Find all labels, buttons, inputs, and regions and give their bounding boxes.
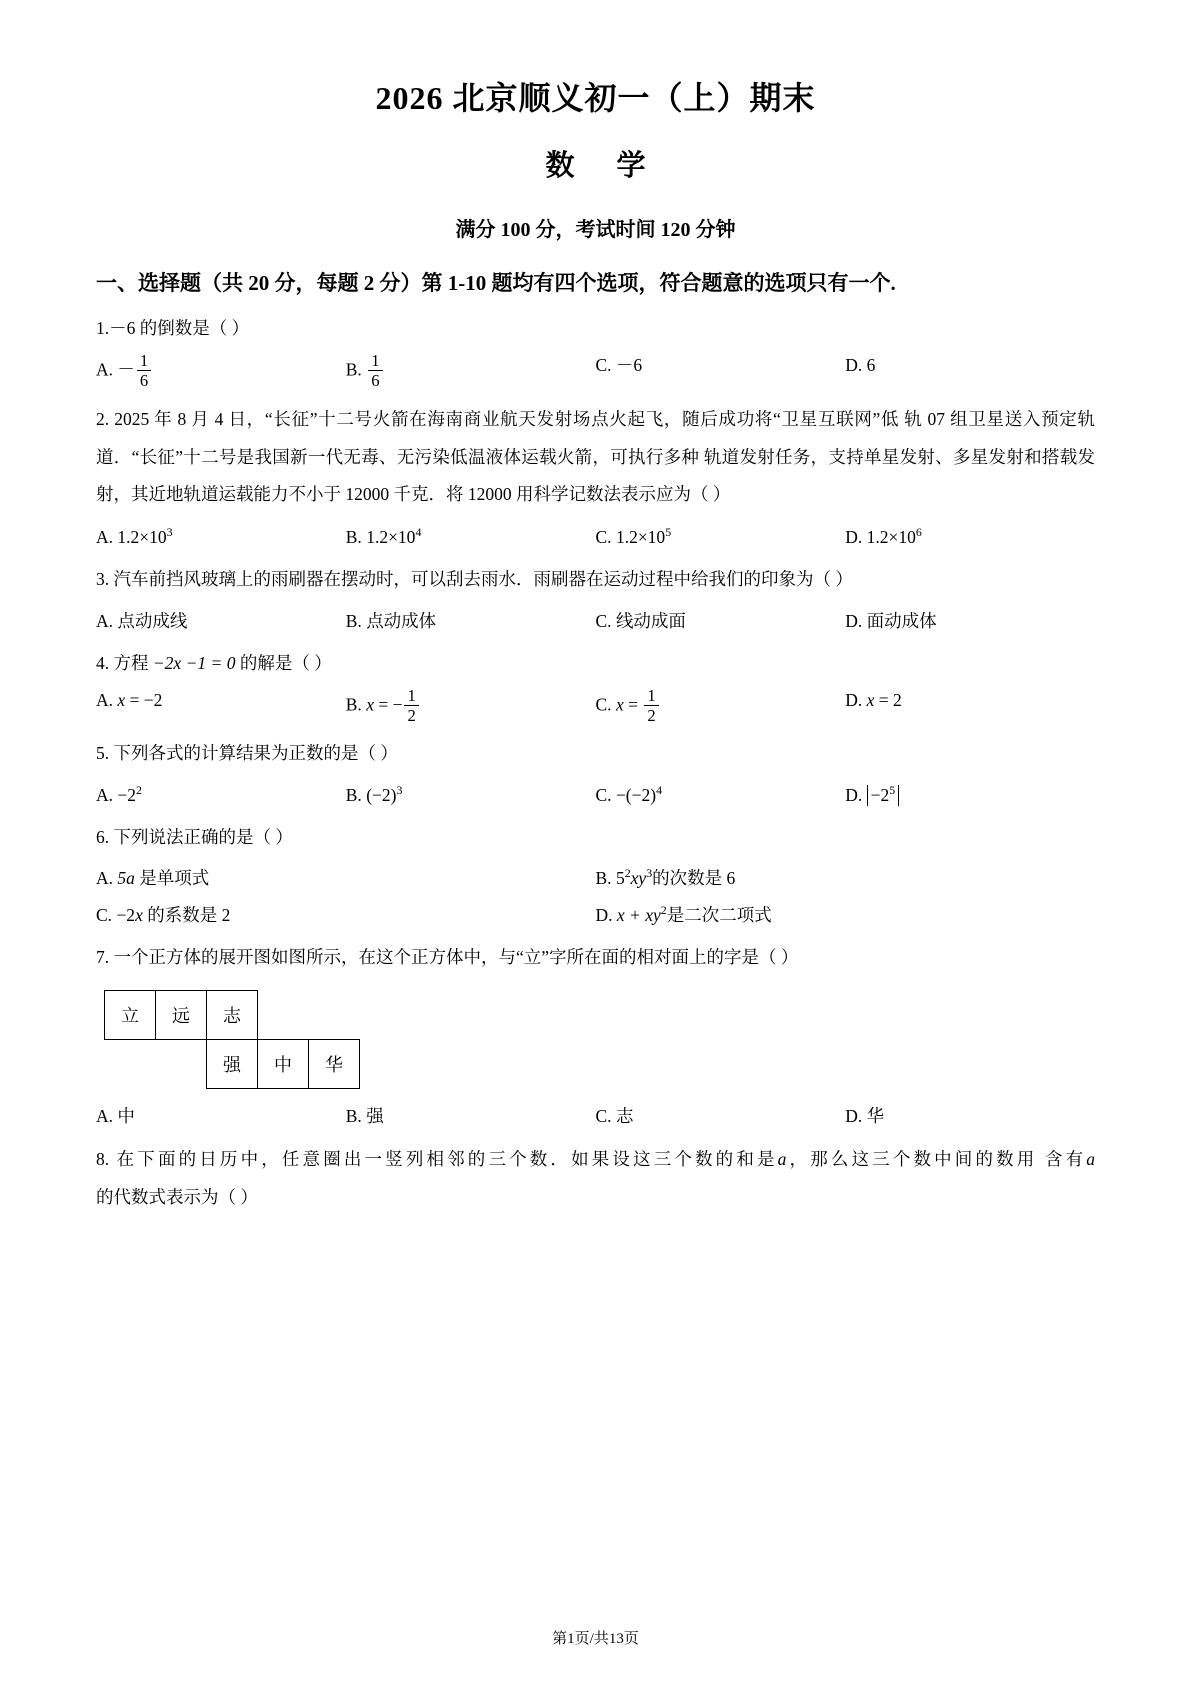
option-7-d[interactable]	[845, 1102, 1095, 1130]
subject-char-right: 学	[616, 149, 646, 182]
option-label: D.	[845, 784, 863, 805]
page-title: 2026 北京顺义初一（上）期末	[375, 80, 816, 116]
option-label: C.	[96, 905, 113, 926]
option-value: 6	[866, 354, 876, 375]
option-5-c[interactable]	[596, 781, 846, 809]
question-4-prefix: 4. 方程	[96, 652, 149, 673]
option-1-c[interactable]	[596, 351, 846, 390]
question-8-line-1-post: ，那么这三个数中间的数用	[786, 1149, 1038, 1170]
question-2-stem	[96, 390, 1095, 514]
net-cell-empty-bottom-2	[156, 1040, 207, 1089]
option-5-d[interactable]	[845, 781, 1095, 809]
option-value: $1.2\times 10^4$	[366, 524, 422, 547]
option-4-c[interactable]: C. x = $\frac{1}{2}$	[596, 686, 846, 725]
option-value: x	[117, 689, 126, 710]
question-8-stem	[96, 1130, 1095, 1216]
option-value: 线动成面	[615, 610, 686, 631]
option-3-d[interactable]	[845, 607, 1095, 635]
option-value: 5a 是单项式	[117, 868, 210, 889]
option-label: C.	[595, 354, 612, 375]
net-cell-yuan: 远	[156, 991, 207, 1040]
question-2-options	[96, 514, 1095, 551]
option-value: 志	[615, 1106, 634, 1127]
option-label: B.	[345, 1106, 362, 1127]
option-value: 强	[366, 1106, 384, 1127]
option-3-c[interactable]	[596, 607, 846, 635]
option-value: $\frac{1}{6}$	[366, 359, 384, 379]
option-label: B.	[345, 610, 362, 631]
option-label: A.	[96, 784, 114, 805]
question-1-options	[96, 347, 1095, 390]
net-cell-hua: 华	[309, 1040, 360, 1089]
option-value: $1.2\times 10^3$	[117, 524, 173, 547]
question-8-var-1: a	[777, 1149, 787, 1170]
question-4-suffix: 的解是（ ）	[239, 652, 332, 673]
option-value: −2x 的系数是 2	[116, 905, 231, 926]
question-8-line-1-pre: 8. 在下面的日历中，任意圈出一竖列相邻的三个数．如果设这三个数的和是	[96, 1149, 778, 1170]
question-1-stem: 1.－6 的倒数是（ ）	[96, 317, 250, 338]
question-8-line-2-pre: 含有	[1044, 1149, 1087, 1170]
option-5-b[interactable]	[346, 781, 596, 809]
option-4-b[interactable]: B. x = − $\frac{1}{2}$	[346, 686, 596, 725]
option-3-a[interactable]	[96, 607, 346, 635]
option-label: C.	[595, 610, 612, 631]
option-value: $x + xy^2$是二次二项式	[616, 903, 772, 926]
option-value: $5^2xy^3$的次数是 6	[615, 866, 736, 889]
option-value: $(-2)^3$	[366, 782, 403, 805]
option-label: D.	[845, 354, 863, 375]
option-value: 华	[866, 1106, 885, 1127]
option-value: 中	[117, 1106, 135, 1127]
option-label: A.	[96, 1106, 114, 1127]
option-label: B.	[345, 526, 362, 547]
option-label: B.	[345, 358, 362, 379]
option-6-a[interactable]	[96, 864, 596, 892]
option-label: A.	[96, 689, 114, 710]
page-footer: 第1页/共13页	[552, 1631, 639, 1647]
section-heading: 一、选择题（共 20 分，每题 2 分）第 1-10 题均有四个选项，符合题意的选项只有一个.	[96, 271, 896, 296]
option-2-b[interactable]	[346, 523, 596, 551]
option-label: C.	[595, 1106, 612, 1127]
question-4-options	[96, 682, 1095, 725]
cube-net-row-2	[105, 1040, 360, 1089]
option-label: D.	[845, 526, 863, 547]
option-value: x	[366, 693, 374, 714]
option-value: $-(-2)^4$	[615, 782, 663, 805]
option-label: D.	[845, 689, 863, 710]
question-5-stem: 5. 下列各式的计算结果为正数的是（ ）	[96, 742, 398, 763]
question-3-stem: 3. 汽车前挡风玻璃上的雨刷器在摆动时，可以刮去雨水．雨刷器在运动过程中给我们的印象为（ ）	[96, 568, 853, 589]
question-6-options-row-2	[96, 892, 1095, 929]
option-2-d[interactable]	[845, 523, 1095, 551]
option-6-d[interactable]	[596, 901, 1096, 929]
option-label: B.	[595, 868, 612, 889]
option-3-b[interactable]	[346, 607, 596, 635]
option-label: B.	[345, 693, 362, 714]
option-label: A.	[96, 610, 114, 631]
option-7-b[interactable]	[346, 1102, 596, 1130]
option-7-c[interactable]	[596, 1102, 846, 1130]
question-8-line-2-post: 的代数式表示为（ ）	[96, 1186, 258, 1207]
option-value: x	[615, 693, 624, 714]
question-5-options	[96, 772, 1095, 809]
net-cell-zhi: 志	[207, 991, 258, 1040]
option-value: $1.2\times 10^6$	[866, 524, 922, 547]
cube-net-table	[104, 990, 360, 1089]
option-label: A.	[96, 868, 114, 889]
question-2-line-4: 用科学记数法表示应为（ ）	[516, 484, 731, 505]
option-label: C.	[595, 784, 612, 805]
option-label: C.	[595, 693, 612, 714]
option-6-c[interactable]	[96, 901, 596, 929]
option-value: 点动成线	[117, 610, 188, 631]
option-label: D.	[845, 1106, 863, 1127]
option-4-d[interactable]: D. x = 2	[845, 689, 902, 710]
question-2-line-2: 轨 07 组卫星送入预定轨道．“长征”十二号是我国新一代无毒、无污染低温液体运载火箭，可执行多种	[96, 408, 1096, 467]
cube-net-figure	[96, 976, 1095, 1093]
question-6-stem: 6. 下列说法正确的是（ ）	[96, 826, 293, 847]
net-cell-empty-top	[258, 991, 309, 1040]
option-value: － $\frac{1}{6}$	[117, 359, 153, 379]
option-label: C.	[595, 526, 612, 547]
subject-title	[96, 120, 1095, 186]
cube-net-row-1	[105, 991, 360, 1040]
option-value: $-2^5$	[867, 785, 900, 805]
net-cell-zhong: 中	[258, 1040, 309, 1089]
option-label: A.	[96, 526, 114, 547]
option-1-b[interactable]	[346, 351, 596, 390]
option-7-a[interactable]	[96, 1102, 346, 1130]
option-label: A.	[96, 358, 114, 379]
question-2-line-3: 轨道发射任务，支持单星发射、多星发射和搭载发射，其近地轨道运载能力不小于 12000 千克．将 12000	[96, 446, 1095, 505]
option-label: D.	[845, 610, 863, 631]
option-value: $-2^2$	[117, 782, 142, 805]
question-6-options-row-1	[96, 855, 1095, 892]
question-4-equation: −2x −1 = 0	[152, 652, 236, 673]
option-1-d[interactable]	[845, 351, 1095, 390]
option-value: －6	[615, 354, 643, 375]
subject-char-left: 数	[545, 149, 575, 182]
option-2-c[interactable]	[596, 523, 846, 551]
exam-meta: 满分 100 分，考试时间 120 分钟	[455, 219, 736, 242]
question-7-options	[96, 1093, 1095, 1130]
option-value: 点动成体	[366, 610, 437, 631]
option-label: B.	[345, 784, 362, 805]
option-2-a[interactable]	[96, 523, 346, 551]
option-1-a[interactable]	[96, 351, 346, 390]
question-7-stem: 7. 一个正方体的展开图如图所示，在这个正方体中，与“立”字所在面的相对面上的字是（ ）	[96, 947, 799, 968]
net-cell-qiang: 强	[207, 1040, 258, 1089]
option-6-b[interactable]	[596, 864, 1096, 892]
question-8-var-2: a	[1086, 1149, 1096, 1170]
option-value: $1.2\times 10^5$	[615, 524, 672, 547]
option-5-a[interactable]	[96, 781, 346, 809]
option-value: 面动成体	[866, 610, 937, 631]
question-4-stem	[96, 635, 1095, 682]
question-2-line-1: 2. 2025 年 8 月 4 日，“长征”十二号火箭在海南商业航天发射场点火起飞，随后成功将“卫星互联网”低	[96, 408, 900, 429]
option-label: D.	[595, 905, 613, 926]
net-cell-empty-bottom	[105, 1040, 156, 1089]
net-cell-li: 立	[105, 991, 156, 1040]
option-4-a[interactable]: A. x = −2	[96, 689, 163, 710]
option-value: x	[866, 689, 875, 710]
question-3-options	[96, 598, 1095, 635]
